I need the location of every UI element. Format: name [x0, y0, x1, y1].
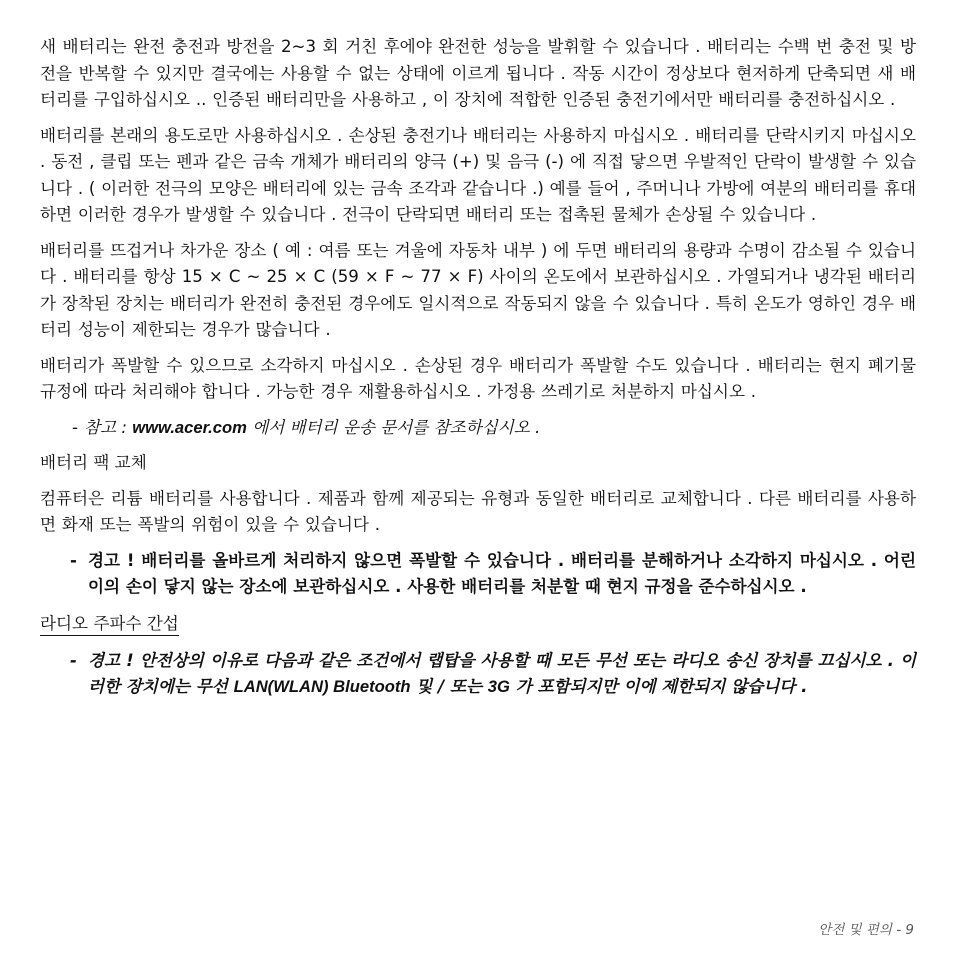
paragraph-battery-temperature: 배터리를 뜨겁거나 차가운 장소 ( 예 : 여름 또는 겨울에 자동차 내부 ) 에 두면 배터리의 용량과 수명이 감소될 수 있습니다 . 배터리를 항상 15 × C ~ 25 × C (59 × F ~ 77 × F) 사이의 온도에서 보관하십시오 . 가열되거나 냉각된 배터리가 장착된 장치는 배터리가 완전히 충전된 경우에도 일시적으로 작동되지 않을 수 있습니다 . 특히 온도가 영하인 경우 배터리 성능이 제한되는 경우가 많습니다 . [40, 240, 916, 339]
acer-link[interactable]: www.acer.com [132, 417, 247, 437]
warning-radio-text-2: 및 / 또는 [410, 677, 488, 696]
warning-radio-wireless-terms: LAN(WLAN) Bluetooth [233, 677, 411, 696]
warning-radio-3g: 3G [487, 677, 510, 696]
page-content [40, 34, 916, 713]
paragraph-battery-replacement: 컴퓨터은 리튬 배터리를 사용합니다 . 제품과 함께 제공되는 유형과 동일한 배터리로 교체합니다 . 다른 배터리를 사용하면 화재 또는 폭발의 위험이 있을 수 있습니다 . [40, 488, 916, 534]
page-footer: 안전 및 편의 - 9 [818, 922, 914, 938]
note-text: 에서 배터리 운송 문서를 참조하십시오 . [252, 417, 541, 437]
paragraph-new-battery: 새 배터리는 완전 충전과 방전을 2~3 회 거친 후에야 완전한 성능을 발휘할 수 있습니다 . 배터리는 수백 번 충전 및 방전을 반복할 수 있지만 결국에는 사용할 수 없는 상태에 이르게 됩니다 . 작동 시간이 정상보다 현저하게 단축되면 새 배터리를 구입하십시오 .. 인증된 배터리만을 사용하고 , 이 장치에 적합한 인증된 충전기에서만 배터리를 충전하십시오 . [40, 37, 916, 109]
heading-radio-interference: 라디오 주파수 간섭 [40, 613, 179, 636]
note-battery-transport [40, 415, 916, 442]
warning-radio-text-3: 가 포함되지만 이에 제한되지 않습니다 . [509, 677, 808, 696]
note-dash: - [72, 417, 78, 437]
warning-radio-dash: - [70, 650, 77, 670]
heading-battery-replacement: 배터리 팩 교체 [40, 453, 147, 472]
warning-dash: - [70, 550, 77, 570]
warning-radio [40, 648, 916, 701]
warning-battery-text: 경고 ! 배터리를 올바르게 처리하지 않으면 폭발할 수 있습니다 . 배터리를 분해하거나 소각하지 마십시오 . 어린이의 손이 닿지 않는 장소에 보관하십시오 . 사용한 배터리를 처분할 때 현지 규정을 준수하십시오 . [88, 550, 916, 596]
paragraph-battery-disposal: 배터리가 폭발할 수 있으므로 소각하지 마십시오 . 손상된 경우 배터리가 폭발할 수도 있습니다 . 배터리는 현지 폐기물 규정에 따라 처리해야 합니다 . 가능한 경우 재활용하십시오 . 가정용 쓰레기로 처분하지 마십시오 . [40, 355, 916, 401]
paragraph-battery-usage: 배터리를 본래의 용도로만 사용하십시오 . 손상된 충전기나 배터리는 사용하지 마십시오 . 배터리를 단락시키지 마십시오 . 동전 , 클립 또는 펜과 같은 금속 개체가 배터리의 양극 (+) 및 음극 (-) 에 직접 닿으면 우발적인 단락이 발생할 수 있습니다 . ( 이러한 전극의 모양은 배터리에 있는 금속 조각과 같습니다 .) 예를 들어 , 주머니나 가방에 여분의 배터리를 휴대하면 이러한 경우가 발생할 수 있습니다 . 전극이 단락되면 배터리 또는 접촉된 물체가 손상될 수 있습니다 . [40, 125, 916, 224]
warning-battery-handling [40, 548, 916, 601]
warning-radio-text-1: 경고 ! 안전상의 이유로 다음과 같은 조건에서 랩탑을 사용할 때 모든 무선 또는 라디오 송신 장치를 끄십시오 . 이러한 장치에는 무선 [88, 650, 916, 696]
note-label: 참고 : [84, 417, 127, 437]
